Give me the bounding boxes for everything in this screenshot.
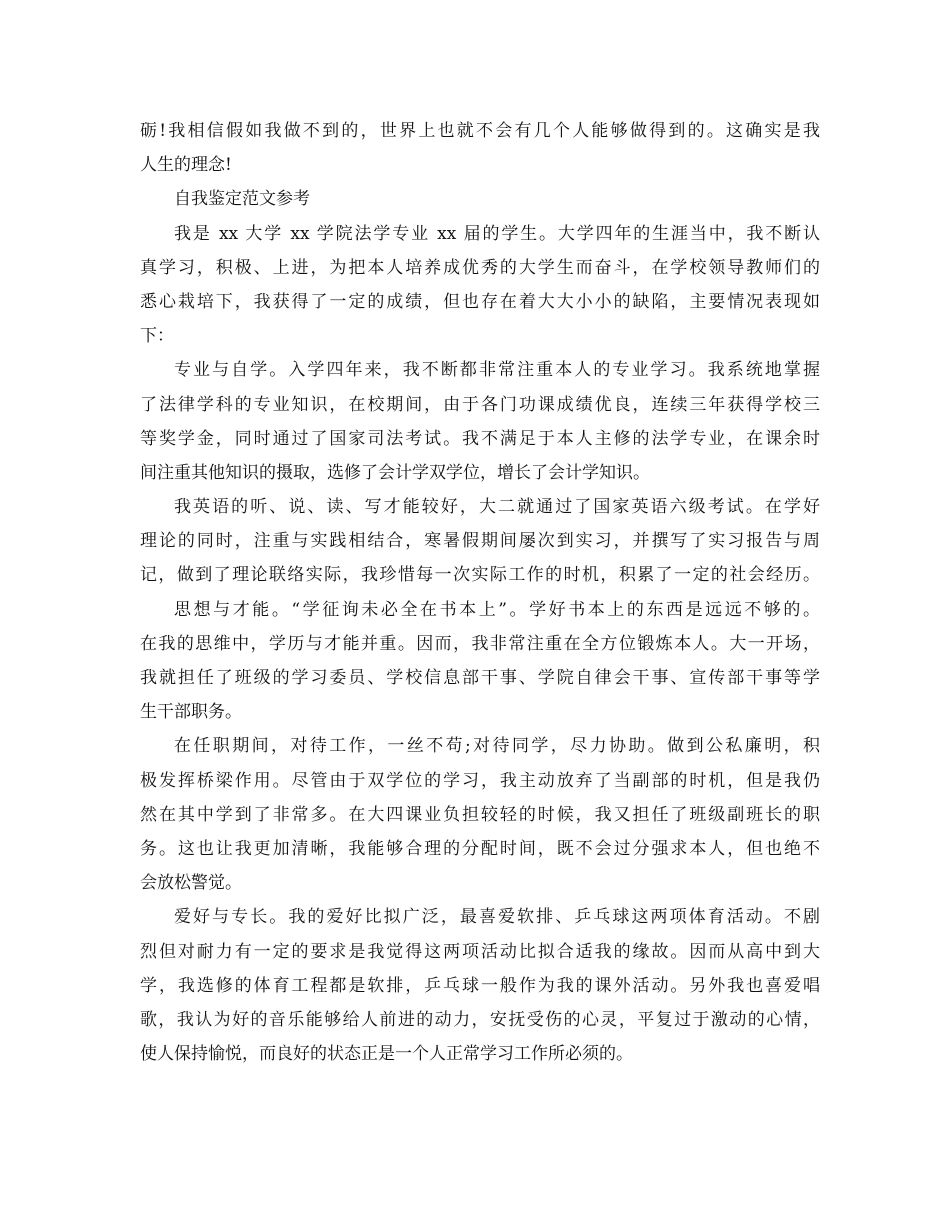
text-line: 真学习，积极、上进，为把本人培养成优秀的大学生而奋斗，在学校领导教师们的 — [140, 257, 820, 278]
text-line: 记，做到了理论联络实际，我珍惜每一次实际工作的时机，积累了一定的社会经历。 — [140, 565, 820, 586]
text-line: 砺!我相信假如我做不到的，世界上也就不会有几个人能够做得到的。这确实是我 — [140, 121, 820, 141]
text-line: 思想与才能。“学征询未必全在书本上”。学好书本上的东西是远远不够的。 — [174, 599, 820, 620]
section-heading — [140, 182, 820, 216]
text-line: 我就担任了班级的学习委员、学校信息部干事、学院自律会干事、宣传部干事等学 — [140, 668, 820, 688]
text-line: 理论的同时，注重与实践相结合，寒暑假期间屡次到实习，并撰写了实习报告与周 — [140, 531, 820, 552]
text-line: 我是 xx 大学 xx 学院法学专业 xx 届的学生。大学四年的生涯当中，我不断认 — [174, 223, 820, 244]
paragraph-duty — [140, 729, 820, 900]
document-body — [140, 114, 820, 1071]
text-line: 下： — [140, 326, 174, 347]
text-line: 烈但对耐力有一定的要求是我觉得这两项活动比拟合适我的缘故。因而从高中到大 — [140, 941, 820, 962]
text-line: 悉心栽培下，我获得了一定的成绩，但也存在着大大小小的缺陷，主要情况表现如 — [140, 291, 820, 312]
text-line: 生干部职务。 — [140, 702, 242, 723]
text-line: 在任职期间，对待工作，一丝不苟;对待同学，尽力协助。做到公私廉明，积 — [174, 736, 820, 757]
paragraph-intro — [140, 217, 820, 354]
heading-text: 自我鉴定范文参考 — [174, 189, 310, 210]
paragraph-thinking — [140, 593, 820, 730]
text-line: 间注重其他知识的摄取，选修了会计学双学位，增长了会计学知识。 — [140, 462, 650, 483]
text-line: 务。这也让我更加清晰，我能够合理的分配时间，既不会过分强求本人，但也绝不 — [140, 838, 820, 859]
paragraph-study — [140, 353, 820, 490]
text-line: 了法律学科的专业知识，在校期间，由于各门功课成绩优良，连续三年获得学校三 — [140, 394, 820, 415]
text-line: 然在其中学到了非常多。在大四课业负担较轻的时候，我又担任了班级副班长的职 — [140, 804, 820, 825]
text-line: 使人保持愉悦，而良好的状态正是一个人正常学习工作所必须的。 — [140, 1044, 633, 1065]
paragraph-hobbies — [140, 900, 820, 1071]
text-line: 在我的思维中，学历与才能并重。因而，我非常注重在全方位锻炼本人。大一开场， — [140, 633, 820, 654]
text-line: 我英语的听、说、读、写才能较好，大二就通过了国家英语六级考试。在学好 — [174, 497, 820, 518]
text-line: 会放松警觉。 — [140, 873, 242, 894]
text-line: 专业与自学。入学四年来，我不断都非常注重本人的专业学习。我系统地掌握 — [174, 360, 820, 381]
text-line: 爱好与专长。我的爱好比拟广泛，最喜爱软排、乒乓球这两项体育活动。不剧 — [174, 907, 820, 928]
text-line: 极发挥桥梁作用。尽管由于双学位的学习，我主动放弃了当副部的时机，但是我仍 — [140, 770, 820, 791]
paragraph-english — [140, 490, 820, 593]
text-line: 学，我选修的体育工程都是软排，乒乓球一般作为我的课外活动。另外我也喜爱唱 — [140, 975, 820, 996]
text-line: 等奖学金，同时通过了国家司法考试。我不满足于本人主修的法学专业，在课余时 — [140, 428, 820, 449]
paragraph-continuation — [140, 114, 820, 182]
text-line: 歌，我认为好的音乐能够给人前进的动力，安抚受伤的心灵，平复过于激动的心情， — [140, 1009, 820, 1030]
text-line: 人生的理念! — [140, 155, 232, 176]
